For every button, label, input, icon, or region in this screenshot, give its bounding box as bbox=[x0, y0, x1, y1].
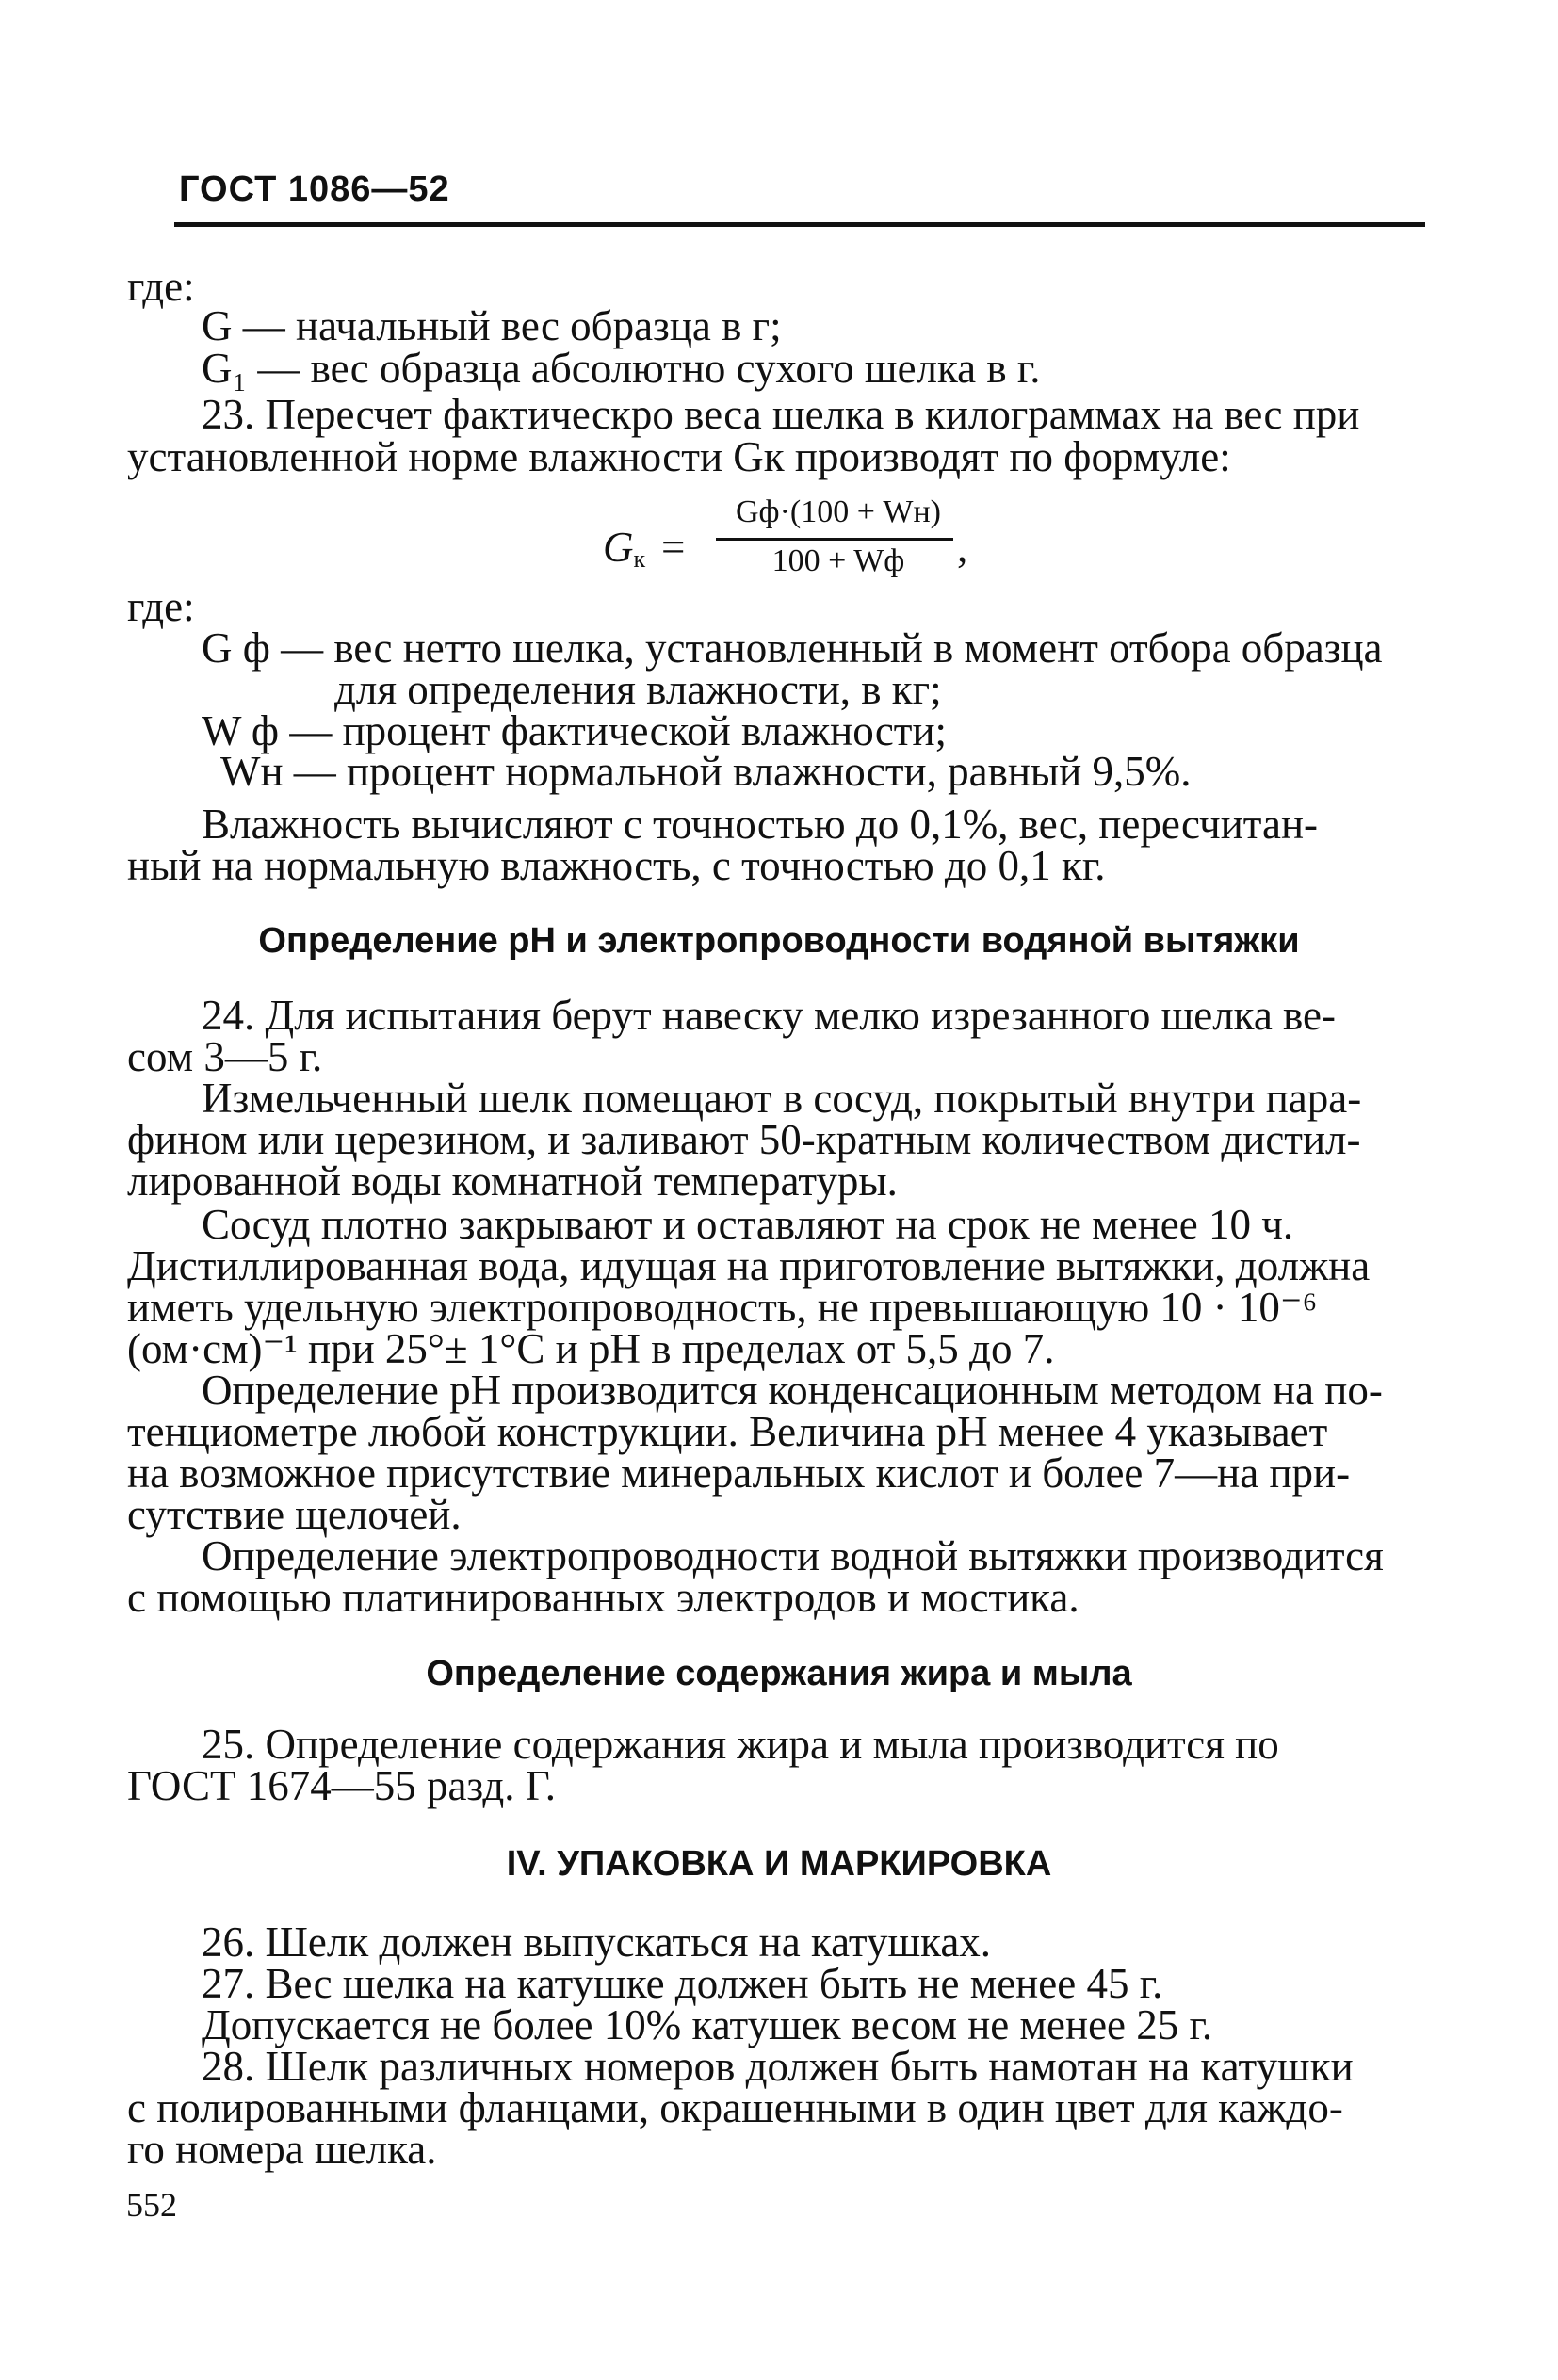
paragraph-25-line-2: ГОСТ 1674—55 разд. Г. bbox=[127, 1762, 556, 1809]
heading-ph: Определение pH и электропроводности водяной вытяжки bbox=[258, 921, 1300, 961]
definition-wf: W ф — процент фактической влажности; bbox=[202, 707, 948, 754]
paragraph-24e-line-1: Определение электропроводности водной вытяжки производится bbox=[202, 1532, 1384, 1579]
heading-section-4: IV. УПАКОВКА И МАРКИРОВКА bbox=[506, 1844, 1052, 1884]
definition-wn: Wн — процент нормальной влажности, равный 9,5%. bbox=[220, 748, 1192, 795]
paragraph-27: 27. Вес шелка на катушке должен быть не менее 45 г. bbox=[202, 1960, 1163, 2007]
formula-denominator: 100 + Wф bbox=[771, 543, 905, 578]
paragraph-27b: Допускается не более 10% катушек весом не менее 25 г. bbox=[202, 2001, 1213, 2048]
paragraph-23-line-2: установленной норме влажности Gк производят по формуле: bbox=[127, 433, 1231, 480]
paragraph-24b-line-3: лированной воды комнатной температуры. bbox=[127, 1158, 898, 1205]
paragraph-24b-line-2: фином или церезином, и заливают 50-кратным количеством дистил- bbox=[127, 1116, 1361, 1163]
formula-numerator: Gф·(100 + Wн) bbox=[735, 494, 941, 529]
paragraph-24c-line-3: иметь удельную электропроводность, не превышающую 10 · 10⁻⁶ bbox=[127, 1284, 1318, 1331]
definition-gf-line-2: для определения влажности, в кг; bbox=[334, 666, 942, 713]
paragraph-24d-line-4: сутствие щелочей. bbox=[127, 1491, 462, 1538]
formula-fraction-bar bbox=[716, 538, 953, 541]
formula-gk bbox=[603, 494, 998, 589]
accuracy-line-1: Влажность вычисляют с точностью до 0,1%, вес, пересчитан- bbox=[202, 801, 1319, 848]
paragraph-24e-line-2: с помощью платинированных электродов и мостика. bbox=[127, 1574, 1079, 1621]
paragraph-26: 26. Шелк должен выпускаться на катушках. bbox=[202, 1919, 992, 1966]
paragraph-24d-line-1: Определение pH производится конденсационным методом на по- bbox=[202, 1367, 1383, 1414]
page-header: ГОСТ 1086—52 bbox=[179, 170, 450, 209]
heading-fat: Определение содержания жира и мыла bbox=[426, 1654, 1132, 1693]
formula-equals: = bbox=[661, 524, 686, 571]
paragraph-24c-line-2: Дистиллированная вода, идущая на приготовление вытяжки, должна bbox=[127, 1242, 1371, 1289]
where-label-1: где: bbox=[127, 263, 195, 310]
paragraph-25-line-1: 25. Определение содержания жира и мыла производится по bbox=[202, 1721, 1279, 1768]
paragraph-24d-line-2: тенциометре любой конструкции. Величина pH менее 4 указывает bbox=[127, 1408, 1328, 1455]
definition-g: G — начальный вес образца в г; bbox=[202, 302, 782, 349]
paragraph-24c-line-1: Сосуд плотно закрывают и оставляют на срок не менее 10 ч. bbox=[202, 1201, 1294, 1248]
paragraph-28-line-1: 28. Шелк различных номеров должен быть намотан на катушки bbox=[202, 2043, 1354, 2090]
definition-gf-line-1: G ф — вес нетто шелка, установленный в момент отбора образца bbox=[202, 624, 1383, 672]
where-label-2: где: bbox=[127, 583, 195, 630]
paragraph-28-line-3: го номера шелка. bbox=[127, 2126, 437, 2173]
paragraph-24c-line-4: (ом·см)⁻¹ при 25°± 1°С и pH в пределах от 5,5 до 7. bbox=[127, 1325, 1055, 1372]
definition-g1: G₁ — вес образца абсолютно сухого шелка в г. bbox=[202, 345, 1041, 392]
paragraph-24d-line-3: на возможное присутствие минеральных кислот и более 7—на при- bbox=[127, 1449, 1351, 1497]
paragraph-28-line-2: с полированными фланцами, окрашенными в один цвет для каждо- bbox=[127, 2084, 1343, 2131]
paragraph-24-line-2: сом 3—5 г. bbox=[127, 1033, 323, 1080]
paragraph-24b-line-1: Измельченный шелк помещают в сосуд, покрытый внутри пара- bbox=[202, 1075, 1362, 1122]
paragraph-24-line-1: 24. Для испытания берут навеску мелко изрезанного шелка ве- bbox=[202, 992, 1336, 1039]
formula-comma: , bbox=[957, 524, 968, 571]
formula-lhs: $G_к$ bbox=[603, 524, 646, 573]
paragraph-23-line-1: 23. Пересчет фактическро веса шелка в килограммах на вес при bbox=[202, 391, 1360, 438]
header-rule bbox=[174, 222, 1425, 227]
page-number: 552 bbox=[126, 2186, 177, 2224]
accuracy-line-2: ный на нормальную влажность, с точностью до 0,1 кг. bbox=[127, 842, 1106, 889]
